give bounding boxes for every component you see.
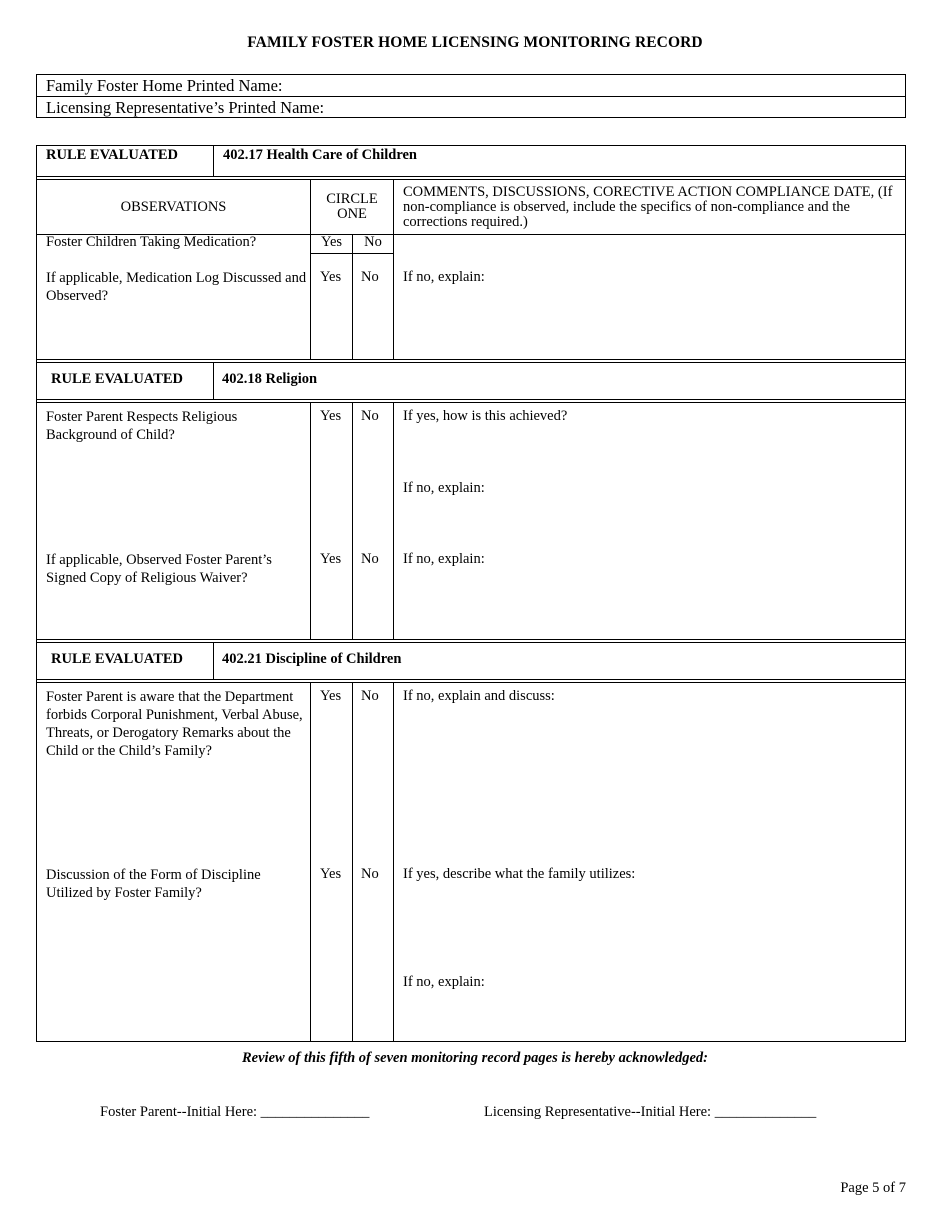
rule-evaluated-label: RULE EVALUATED [37,643,214,679]
observation-text: If applicable, Medication Log Discussed and Observed? [46,270,307,304]
observation-text: Foster Parent Respects Religious Background of Child? [46,409,238,443]
yes-option[interactable]: Yes [320,866,342,882]
section-body-402-17 [37,235,906,360]
comment-prompt: If yes, how is this achieved? [403,408,568,424]
comment-prompt: If no, explain: [403,480,485,496]
observation-text: Foster Parent is aware that the Department forbids Corporal Punishment, Verbal Abuse, Threats, or Derogatory Remarks about the Child or the Child’s Family? [46,689,303,759]
yes-option[interactable]: Yes [320,551,342,567]
monitoring-table [36,145,906,1042]
licensing-rep-name-field[interactable]: Licensing Representative’s Printed Name: [37,96,905,117]
name-box [36,74,906,118]
comment-prompt: If no, explain: [403,551,485,567]
rule-evaluated-label: RULE EVALUATED [37,363,214,399]
rule-title: 402.18 Religion [222,371,318,387]
observation-text: Discussion of the Form of Discipline Utilized by Foster Family? [46,867,261,901]
rule-row-402-18 [37,363,906,400]
yes-option[interactable]: Yes [320,269,342,285]
no-option[interactable]: No [361,408,379,424]
section-body-402-21 [37,683,906,1042]
foster-parent-initial-field[interactable]: Foster Parent--Initial Here: _______________ [100,1104,370,1120]
no-option[interactable]: No [361,269,379,285]
observation-text: Foster Children Taking Medication? [46,234,257,250]
no-option[interactable]: No [361,551,379,567]
rule-title: 402.17 Health Care of Children [223,147,418,163]
circle-one-header: CIRCLE ONE [311,180,394,235]
foster-home-name-field[interactable]: Family Foster Home Printed Name: [46,76,283,95]
rule-row-402-21 [37,643,906,680]
no-option[interactable]: No [353,235,393,254]
column-header-row [37,180,906,235]
rule-evaluated-label: RULE EVALUATED [37,146,214,176]
page-title: FAMILY FOSTER HOME LICENSING MONITORING RECORD [247,34,703,51]
yes-option[interactable]: Yes [320,408,342,424]
comment-prompt: If yes, describe what the family utilizes: [403,866,636,882]
comment-prompt: If no, explain: [403,269,485,285]
acknowledgement-text: Review of this fifth of seven monitoring record pages is hereby acknowledged: [242,1050,708,1066]
no-option[interactable]: No [361,688,379,704]
comments-header: COMMENTS, DISCUSSIONS, CORECTIVE ACTION COMPLIANCE DATE, (If non-compliance is observed, include the specifics of non-compliance and the corrections required.) [394,180,906,235]
page-number: Page 5 of 7 [840,1180,906,1196]
yes-option[interactable]: Yes [311,235,352,254]
yes-option[interactable]: Yes [320,688,342,704]
observation-text: If applicable, Observed Foster Parent’s Signed Copy of Religious Waiver? [46,552,272,586]
no-option[interactable]: No [361,866,379,882]
rule-title: 402.21 Discipline of Children [222,651,402,667]
comment-prompt: If no, explain and discuss: [403,688,555,704]
section-body-402-18 [37,403,906,640]
comment-prompt: If no, explain: [403,974,485,990]
licensing-rep-initial-field[interactable]: Licensing Representative--Initial Here: ______________ [484,1104,817,1120]
observations-header: OBSERVATIONS [37,180,311,235]
rule-row-402-17 [37,146,906,177]
